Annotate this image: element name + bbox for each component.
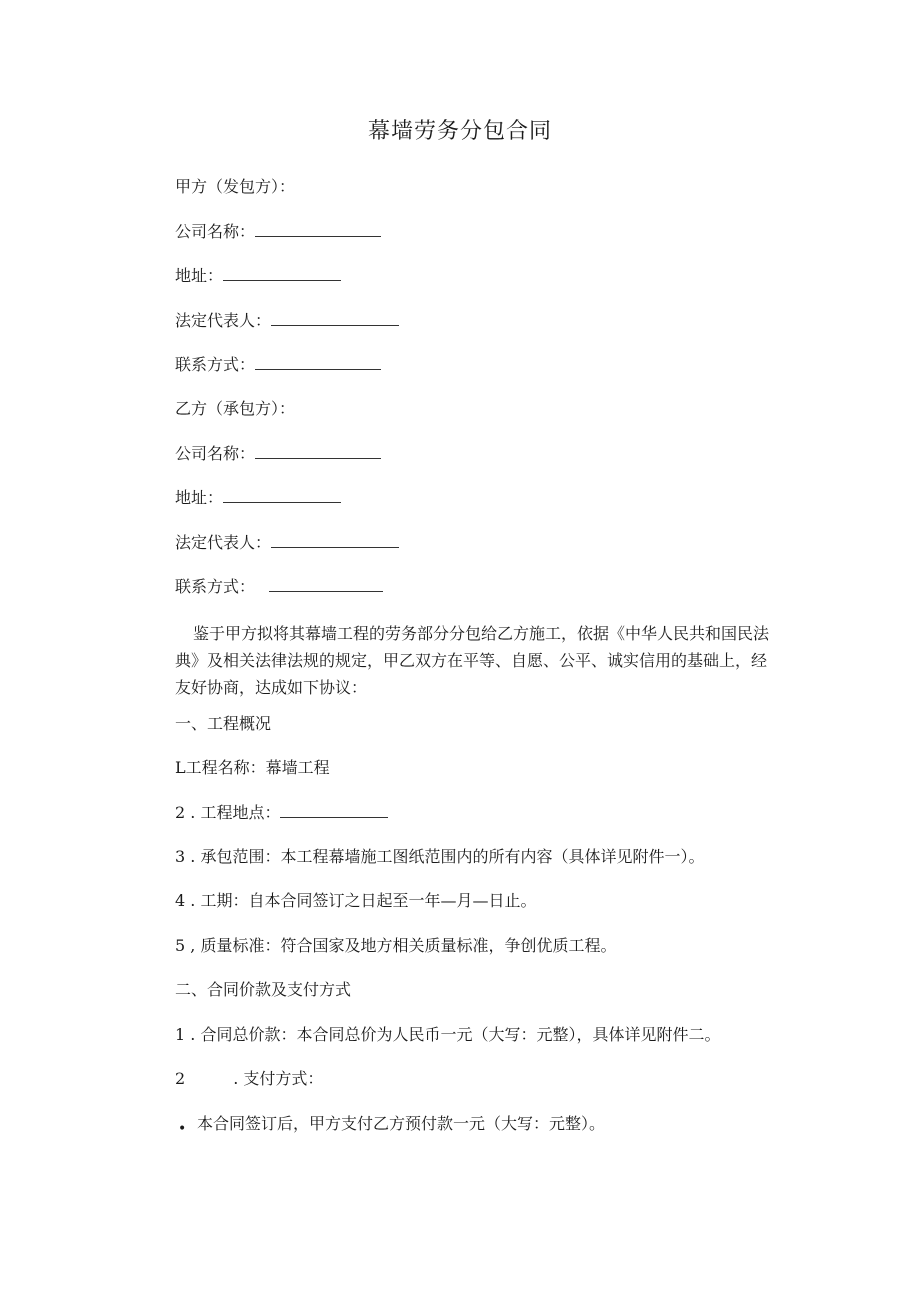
party-b-rep-blank — [271, 533, 399, 548]
section2-item2-text: . 支付方式： — [233, 1069, 324, 1088]
section2-item1: 1 . 合同总价款：本合同总价为人民币一元（大写：元整），具体详见附件二。 — [175, 1025, 721, 1044]
section2-heading: 二、合同价款及支付方式 — [175, 980, 352, 999]
preamble-text: 鉴于甲方拟将其幕墙工程的劳务部分分包给乙方施工，依据《中华人民共和国民法典》及相关法律法规的规定，甲乙双方在平等、自愿、公平、诚实信用的基础上，经友好协商，达成如下协议： — [175, 624, 770, 697]
party-b-company-label: 公司名称： — [175, 444, 256, 463]
section1-item2-line — [175, 802, 388, 824]
section1-item1: L工程名称：幕墙工程 — [175, 758, 330, 777]
section1-item4: 4 . 工期：自本合同签订之日起至一年—月—日止。 — [175, 891, 537, 910]
party-a-rep-line — [175, 310, 399, 332]
party-a-company-line — [175, 221, 381, 243]
party-a-address-blank — [223, 266, 341, 281]
site-location-blank — [280, 803, 388, 818]
party-b-address-label: 地址： — [175, 488, 224, 507]
party-b-contact-line — [175, 576, 383, 598]
party-a-address-line — [175, 265, 341, 287]
section1-item5: 5 , 质量标准：符合国家及地方相关质量标准，争创优质工程。 — [175, 936, 617, 955]
document-title: 幕墙劳务分包合同 — [367, 119, 552, 144]
party-a-contact-line — [175, 354, 381, 376]
party-a-rep-label: 法定代表人： — [175, 311, 272, 330]
party-b-rep-line — [175, 532, 399, 554]
party-b-address-line — [175, 487, 341, 509]
section2-item2-line — [175, 1068, 323, 1090]
party-a-company-label: 公司名称： — [175, 222, 256, 241]
section1-item2: 2 . 工程地点： — [175, 803, 281, 822]
party-a-company-blank — [255, 222, 381, 237]
party-a-address-label: 地址： — [175, 266, 224, 285]
party-b-header: 乙方（承包方）： — [175, 399, 296, 418]
party-b-company-line — [175, 443, 381, 465]
party-a-rep-blank — [271, 311, 399, 326]
party-b-address-blank — [223, 488, 341, 503]
party-a-contact-blank — [255, 355, 381, 370]
party-b-contact-blank — [269, 577, 383, 592]
party-b-rep-label: 法定代表人： — [175, 533, 272, 552]
party-b-contact-label: 联系方式： — [175, 577, 256, 596]
party-b-company-blank — [255, 444, 381, 459]
party-a-header: 甲方（发包方）： — [175, 177, 296, 196]
section2-bullet1: 本合同签订后，甲方支付乙方预付款一元（大写：元整）。 — [197, 1114, 606, 1133]
preamble-paragraph — [175, 620, 775, 701]
section2-item2-number: 2 — [175, 1069, 186, 1088]
party-a-contact-label: 联系方式： — [175, 355, 256, 374]
section1-item3: 3 . 承包范围：本工程幕墙施工图纸范围内的所有内容（具体详见附件一）。 — [175, 847, 705, 866]
bullet-icon: • — [178, 1121, 187, 1137]
section1-heading: 一、工程概况 — [175, 714, 272, 733]
